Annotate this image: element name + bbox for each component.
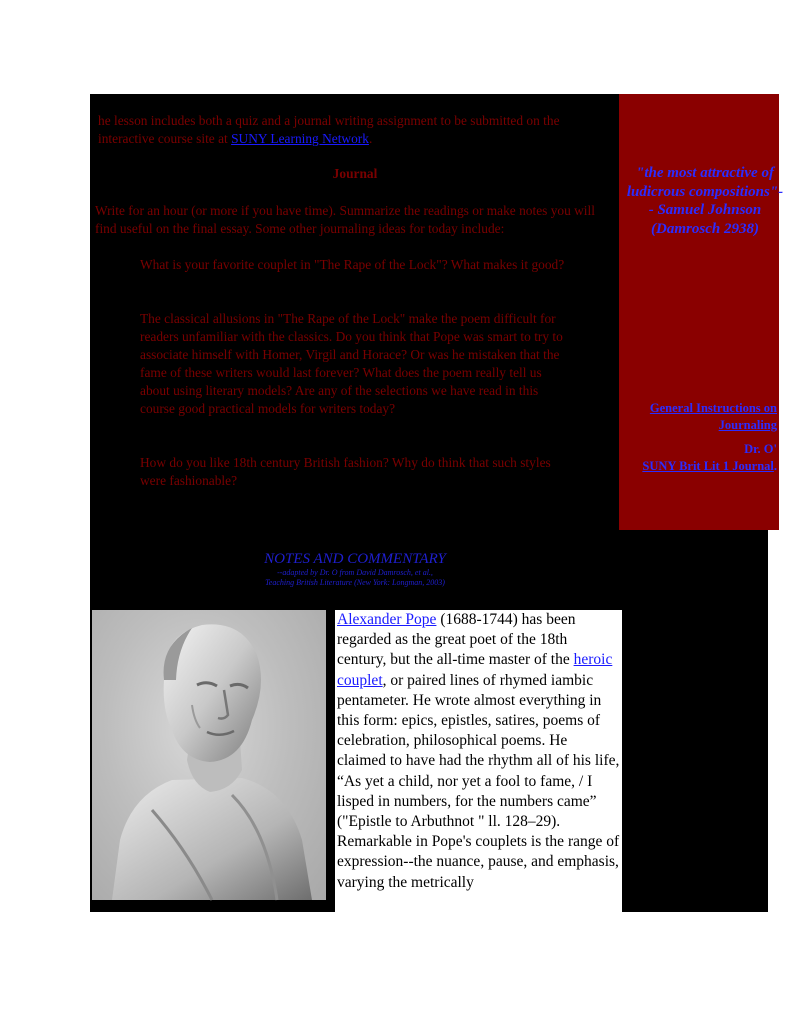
pope-text-part: (1688-1744) has been regarded as the great poet of the 18th century, but the all-time master of the bbox=[337, 611, 576, 669]
page-content bbox=[90, 94, 784, 912]
pope-bust-image bbox=[92, 610, 326, 900]
journal-instructions: Write for an hour (or more if you have time). Summarize the readings or make notes you will find useful on the final essay. Some other journaling ideas for today include: bbox=[95, 203, 595, 236]
sidebar-links bbox=[627, 400, 777, 474]
journal-question: The classical allusions in "The Rape of the Lock" make the poem difficult for readers unfamiliar with the classics. Do you think that Pope was smart to try to associate himself with Homer, Virgil and Horace? Or was he mistaken that the fame of these writers would last forever? What does the poem really tell us about using literary models? Are any of the selections we have read in this course good practical models for writers today? bbox=[140, 311, 563, 416]
pope-text-part: , or paired lines of rhymed iambic pentameter. He wrote almost everything in this form: epics, epistles, satires, poems of celebration, philosophical poems. He claimed to have had the rhythm all of his life, “As yet a child, nor yet a fool to fame, / I lisped in numbers, for the numbers came” ("Epistle to Arbuthnot " ll. 128–29). Remarkable in Pope's couplets is the range of expression--the nuance, pause, and emphasis, varying the metrically bbox=[337, 671, 620, 891]
general-instructions-link[interactable]: General Instructions on Journaling bbox=[649, 401, 777, 432]
suny-brit-lit-journal-link[interactable]: SUNY Brit Lit 1 Journal bbox=[642, 458, 774, 473]
sidebar-link-prefix: Dr. O' bbox=[744, 442, 777, 456]
suny-learning-network-link[interactable]: SUNY Learning Network bbox=[231, 131, 369, 146]
notes-subtitle-line: --adapted by Dr. O from David Damrosch, et al., bbox=[277, 568, 433, 577]
pope-paragraph bbox=[335, 610, 622, 912]
journal-question: What is your favorite couplet in "The Rape of the Lock"? What makes it good? bbox=[140, 257, 565, 272]
intro-text: he lesson includes both a quiz and a journal writing assignment to be submitted on the interactive course site at bbox=[98, 113, 560, 146]
journal-heading: Journal bbox=[332, 166, 378, 181]
sidebar-link-suffix: . bbox=[773, 458, 777, 473]
intro-text-end: . bbox=[368, 131, 373, 146]
journal-question: How do you like 18th century British fashion? Why do think that such styles were fashionable? bbox=[140, 455, 551, 488]
notes-subtitle-line: Teaching British Literature (New York: Longman, 2003) bbox=[265, 578, 445, 587]
heroic-couplet-link[interactable]: heroic couplet bbox=[337, 651, 613, 689]
pope-bust-drawing bbox=[92, 610, 326, 900]
notes-subtitle bbox=[90, 568, 620, 588]
notes-header bbox=[90, 550, 620, 588]
notes-title: NOTES AND COMMENTARY bbox=[264, 551, 446, 567]
johnson-quote: "the most attractive of ludicrous compositions"-- Samuel Johnson (Damrosch 2938) bbox=[626, 165, 784, 237]
alexander-pope-link[interactable]: Alexander Pope bbox=[337, 611, 437, 628]
sidebar bbox=[619, 94, 784, 530]
intro-paragraph bbox=[98, 112, 613, 148]
